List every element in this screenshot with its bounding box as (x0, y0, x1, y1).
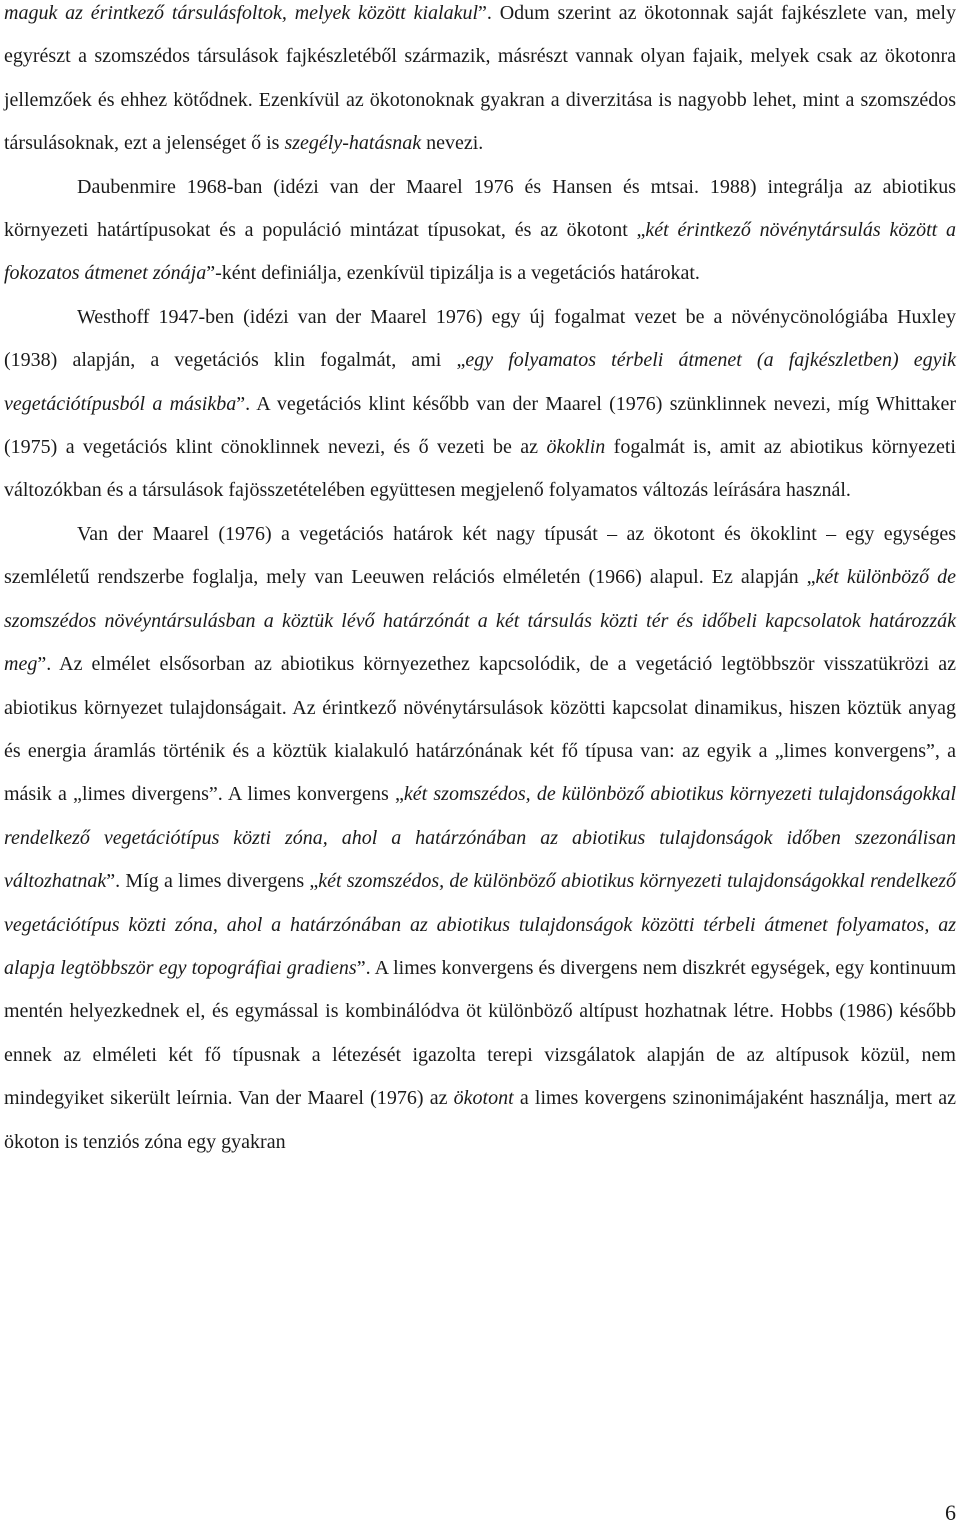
italic-text: ökotont (453, 1087, 514, 1110)
body-text (4, 0, 956, 1164)
italic-text: két érintkező növénytársulás között a fokozatos átmenet zónája (4, 219, 956, 285)
text-run: ”. A limes konvergens és divergens nem diszkrét egységek, egy kontinuum mentén helyezkednek el, és egymással is kombinálódva öt különböző altípust hozhatnak létre. Hobbs (1986) később ennek az elméleti két fő típusnak a létezését igazolta terepi vizsgálatok alapján de az altípusok közül, nem mindegyiket sikerült leírnia. Van der Maarel (1976) az (4, 956, 956, 1110)
text-run: Westhoff 1947-ben (idézi van der Maarel 1976) egy új fogalmat vezet be a növénycönológiába Huxley (1938) alapján, a vegetációs klin fogalmát, ami „ (4, 305, 956, 372)
italic-text: egy folyamatos térbeli átmenet (a fajkészletben) egyik vegetációtípusból a másikba (4, 349, 956, 415)
italic-text: szegély-hatásnak (284, 132, 422, 155)
text-run: ”. A vegetációs klint később van der Maarel (1976) szünklinnek nevezi, míg Whittaker (1975) a vegetációs klint cönoklinnek nevezi, és ő vezeti be az (4, 392, 956, 459)
paragraph-van-der-maarel (4, 513, 956, 1164)
text-run: ”. Az elmélet elsősorban az abiotikus környezethez kapcsolódik, de a vegetáció legtöbbször visszatükrözi az abiotikus környezet tulajdonságait. Az érintkező növénytársulások közötti kapcsolat dinamikus, hiszen köztük anyag és energia áramlás történik és a köztük kialakuló határzónának két fő típusa van: az egyik a „limes konvergens”, a másik a „limes divergens”. A limes konvergens „ (4, 653, 956, 806)
italic-text: két szomszédos, de különböző abiotikus környezeti tulajdonságokkal rendelkező vegetációtípus közti zóna, ahol a határzónában az abiotikus tulajdonságok közötti térbeli átmenet folyamatos, az alapja legtöbbször egy topográfiai gradiens (4, 870, 956, 979)
page-number: 6 (945, 1500, 956, 1525)
text-run: ”. Odum szerint az ökotonnak saját fajkészlete van, mely egyrészt a szomszédos társulások fajkészletéből származik, másrészt vannak olyan fajaik, melyek csak az ökotonra jellemzőek és ehhez kötődnek. Ezenkívül az ökotonoknak gyakran a diverzitása is nagyobb lehet, mint a szomszédos társulásoknak, ezt a jelenséget ő is (4, 2, 956, 155)
text-run: fogalmát is, amit az abiotikus környezeti változókban és a társulások fajösszetételében együttesen megjelenő folyamatos változás leírására használ. (4, 436, 956, 502)
text-run: ”. Míg a limes divergens „ (106, 870, 319, 893)
text-run: a limes kovergens szinonimájaként használja, mert az ökoton is tenziós zóna egy gyakran (4, 1087, 956, 1153)
text-run: Daubenmire 1968-ban (idézi van der Maarel 1976 és Hansen és mtsai. 1988) integrálja az abiotikus környezeti határtípusokat és a populáció mintázat típusokat, és az ökotont „ (4, 175, 956, 242)
italic-text: maguk az érintkező társulásfoltok, melyek között kialakul (4, 2, 479, 24)
paragraph-daubenmire (4, 166, 956, 296)
paragraph-westhoff (4, 296, 956, 513)
italic-text: két különböző de szomszédos növéyntársulásban a köztük lévő határzónát a két társulás közti tér és időbeli kapcsolatok határozzák meg (4, 566, 956, 676)
italic-text: két szomszédos, de különböző abiotikus környezeti tulajdonságokkal rendelkező vegetációtípus közti zóna, ahol a határzónában az abiotikus tulajdonságok időben szezonálisan változhatnak (4, 783, 957, 893)
italic-text: ökoklin (546, 436, 606, 459)
text-run: nevezi. (421, 132, 484, 155)
paragraph-continuation (4, 0, 956, 166)
text-run: Van der Maarel (1976) a vegetációs határok két nagy típusát – az ökotont és ökoklint – egy egységes szemléletű rendszerbe foglalja, mely van Leeuwen relációs elméletén (1966) alapul. Ez alapján „ (4, 522, 956, 589)
text-run: ”-ként definiálja, ezenkívül tipizálja is a vegetációs határokat. (206, 262, 700, 285)
